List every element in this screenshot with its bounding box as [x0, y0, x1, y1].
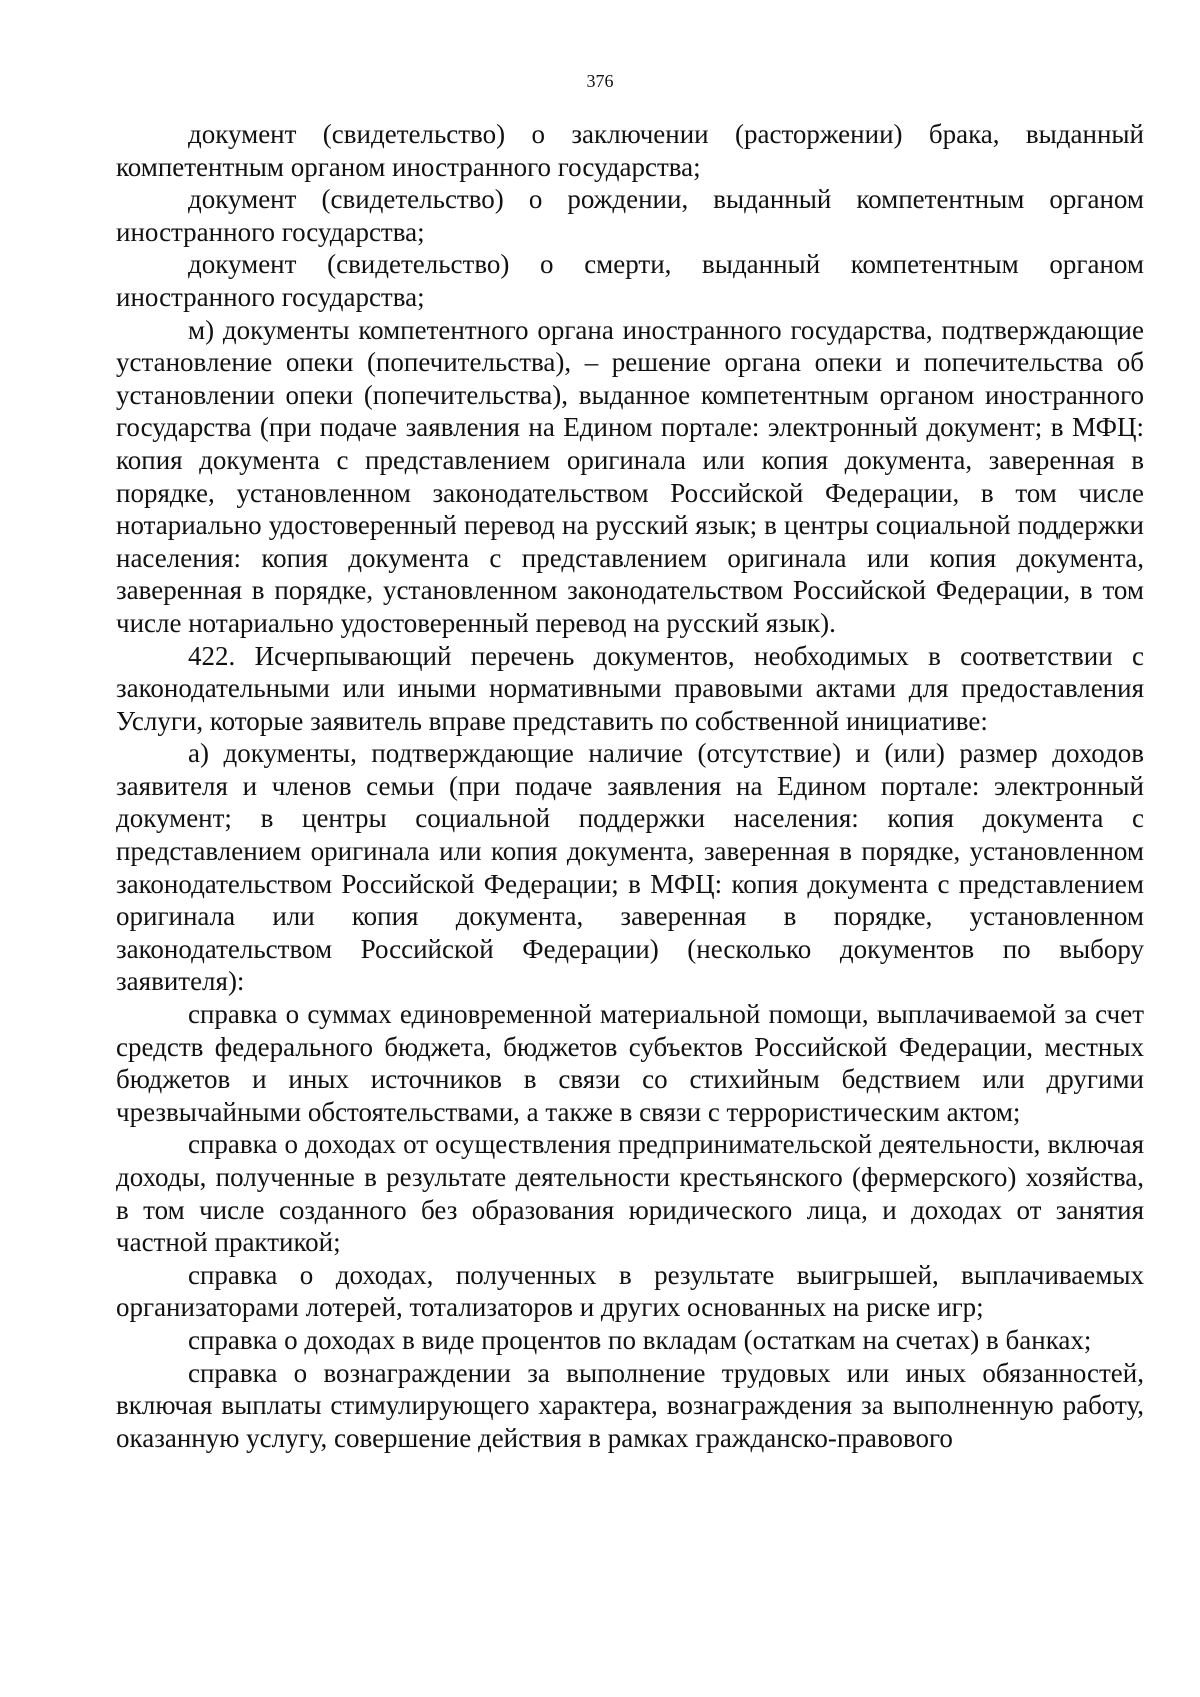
- paragraph-bank-interest-certificate: справка о доходах в виде процентов по вкладам (остаткам на счетах) в банках;: [188, 1324, 1092, 1355]
- paragraph-material-aid-certificate: справка о суммах единовременной материальной помощи, выплачиваемой за счет средств федерального бюджета, бюджетов субъектов Российской Федерации, местных бюджетов и иных источников в связи со стихийным бедствием или другими чрезвычайными обстоятельствами, а также в связи с террористическим актом;: [116, 999, 1144, 1127]
- paragraph-marriage-certificate: документ (свидетельство) о заключении (расторжении) брака, выданный компетентным органом иностранного государства;: [116, 119, 1144, 182]
- paragraph-guardianship-documents: м) документы компетентного органа иностранного государства, подтверждающие установление опеки (попечительства), – решение органа опеки и попечительства об установлении опеки (попечительства), выданное компетентным органом иностранного государства (при подаче заявления на Едином портале: электронный документ; в МФЦ: копия документа с представлением оригинала или копия документа, заверенная в порядке, установленном законодательством Российской Федерации, в том числе нотариально удостоверенный перевод на русский язык; в центры социальной поддержки населения: копия документа с представлением оригинала или копия документа, заверенная в порядке, установленном законодательством Российской Федерации, в том числе нотариально удостоверенный перевод на русский язык).: [116, 314, 1144, 638]
- paragraph-birth-certificate: документ (свидетельство) о рождении, выданный компетентным органом иностранного государства;: [116, 184, 1144, 247]
- paragraph-income-documents: а) документы, подтверждающие наличие (отсутствие) и (или) размер доходов заявителя и членов семьи (при подаче заявления на Едином портале: электронный документ; в центры социальной поддержки населения: копия документа с представлением оригинала или копия документа, заверенная в порядке, установленном законодательством Российской Федерации; в МФЦ: копия документа с представлением оригинала или копия документа, заверенная в порядке, установленном законодательством Российской Федерации) (несколько документов по выбору заявителя):: [116, 738, 1144, 997]
- page-number: 376: [586, 71, 614, 91]
- paragraph-remuneration-certificate: справка о вознаграждении за выполнение трудовых или иных обязанностей, включая выплаты стимулирующего характера, вознаграждения за выполненную работу, оказанную услугу, совершение действия в рамках гражданско-правового: [116, 1357, 1144, 1453]
- paragraph-business-income-certificate: справка о доходах от осуществления предпринимательской деятельности, включая доходы, полученные в результате деятельности крестьянского (фермерского) хозяйства, в том числе созданного без образования юридического лица, и доходах от занятия частной практикой;: [116, 1129, 1144, 1258]
- paragraph-death-certificate: документ (свидетельство) о смерти, выданный компетентным органом иностранного государства;: [116, 249, 1144, 312]
- paragraph-section-422: 422. Исчерпывающий перечень документов, необходимых в соответствии с законодательными или иными нормативными правовыми актами для предоставления Услуги, которые заявитель вправе представить по собственной инициативе:: [116, 640, 1144, 736]
- paragraph-winnings-certificate: справка о доходах, полученных в результате выигрышей, выплачиваемых организаторами лотерей, тотализаторов и других основанных на риске игр;: [116, 1259, 1144, 1323]
- document-body: [116, 118, 1144, 1454]
